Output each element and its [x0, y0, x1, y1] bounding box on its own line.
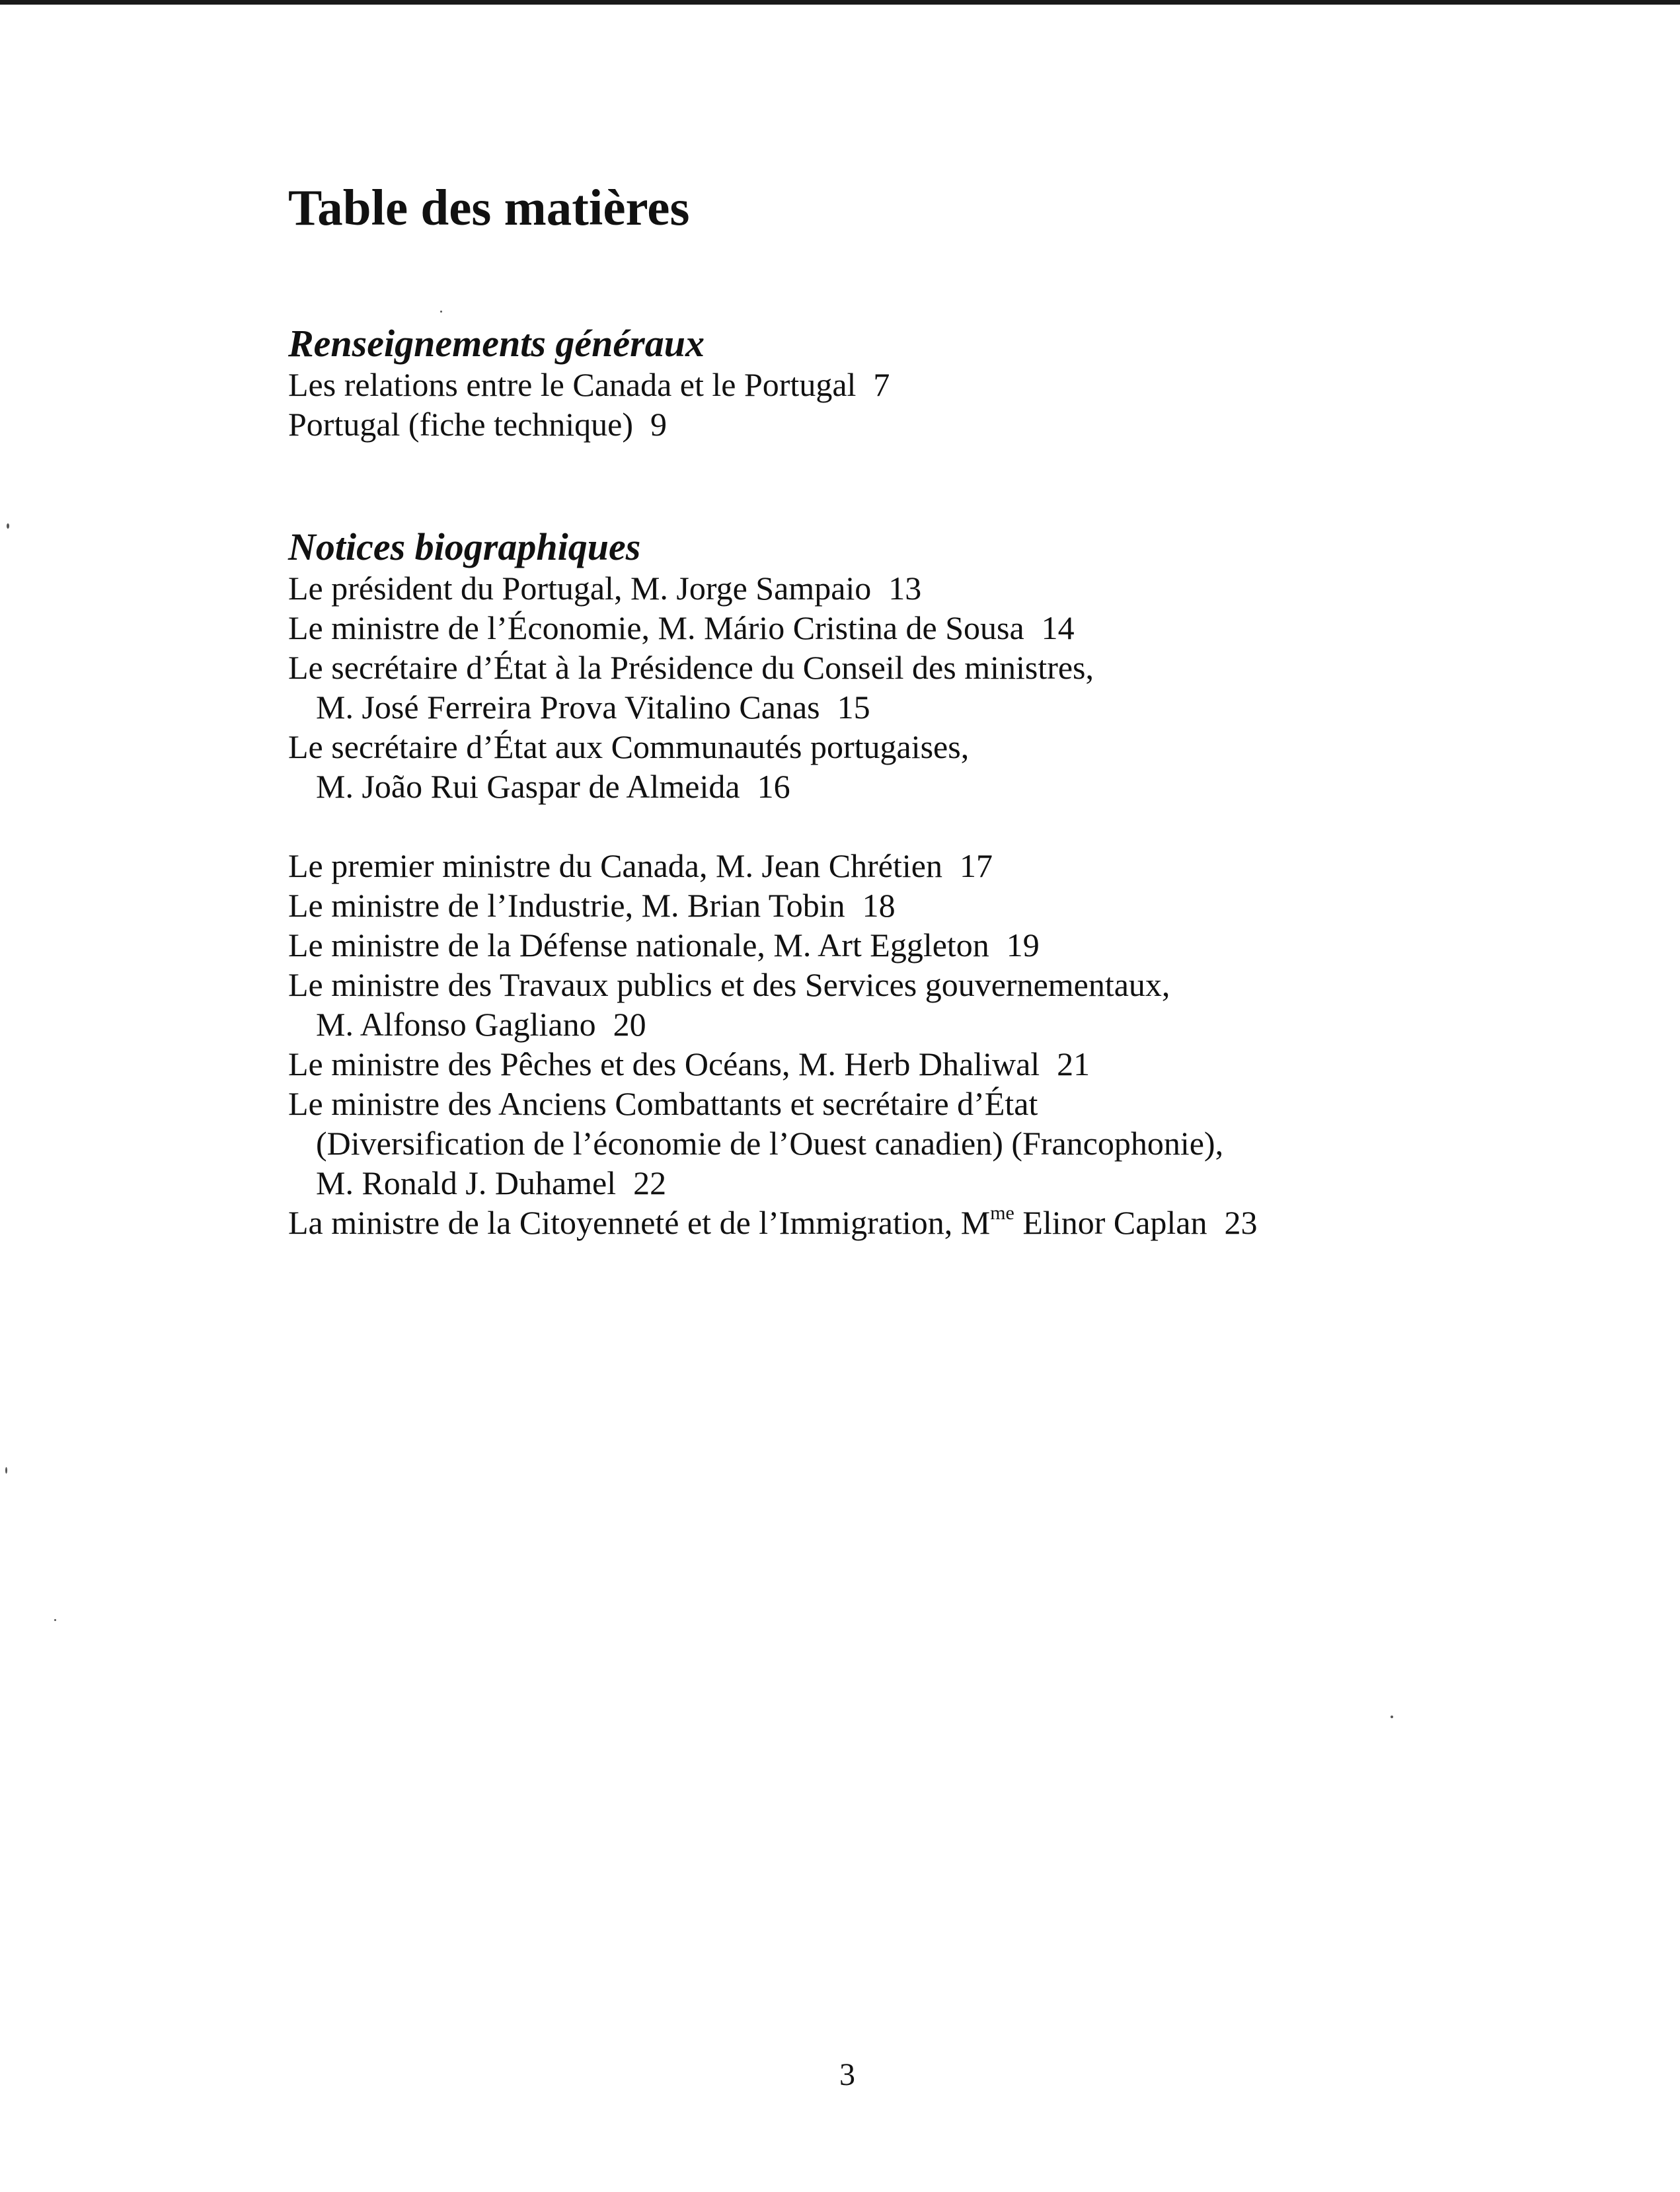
toc-page-number: 21 — [1057, 1045, 1090, 1082]
section-heading: Notices biographiques — [288, 525, 641, 568]
toc-entry-text: Le premier ministre du Canada, M. Jean Chrétien — [288, 847, 942, 884]
toc-entry[interactable] — [288, 886, 1257, 925]
scan-speck — [54, 1619, 56, 1621]
toc-entry-text: Elinor Caplan — [1014, 1204, 1207, 1241]
toc-page-number: 17 — [959, 847, 993, 884]
toc-entry[interactable] — [288, 568, 1094, 608]
toc-page-number: 14 — [1041, 609, 1075, 646]
toc-entry-text: Les relations entre le Canada et le Portugal — [288, 366, 857, 403]
toc-entry-continuation: (Diversification de l’économie de l’Ouest canadien) (Francophonie), — [316, 1125, 1224, 1162]
toc-page-number: 20 — [613, 1006, 646, 1043]
toc-page-number: 19 — [1006, 926, 1040, 964]
toc-entry-text: M. Ronald J. Duhamel — [316, 1164, 617, 1201]
toc-entry[interactable] — [288, 365, 890, 404]
toc-entry-continuation — [288, 1004, 1257, 1044]
toc-page-number: 13 — [888, 570, 922, 607]
toc-entry-text: Le ministre des Pêches et des Océans, M. Herb Dhaliwal — [288, 1045, 1040, 1082]
section-biographies — [288, 526, 1094, 806]
toc-entry-continuation — [288, 1163, 1257, 1203]
toc-entry-text: Le ministre de l’Économie, M. Mário Cristina de Sousa — [288, 609, 1024, 646]
toc-page-number: 23 — [1224, 1204, 1258, 1241]
section-heading: Renseignements généraux — [288, 322, 705, 365]
toc-entry-text: Le secrétaire d’État aux Communautés portugaises, — [288, 728, 970, 765]
toc-page-number: 22 — [633, 1164, 667, 1201]
toc-entry-continuation — [288, 767, 1094, 806]
toc-page-number: 15 — [837, 689, 870, 726]
section-general-info — [288, 322, 890, 444]
toc-entry-text: M. Alfonso Gagliano — [316, 1006, 596, 1043]
toc-entry[interactable] — [288, 608, 1094, 648]
toc-entry-text: M. João Rui Gaspar de Almeida — [316, 768, 740, 805]
scan-speck — [7, 523, 9, 529]
toc-entry[interactable] — [288, 965, 1257, 1044]
toc-entry-text: Le ministre des Anciens Combattants et secrétaire d’État — [288, 1085, 1038, 1122]
toc-entry-text: Le ministre des Travaux publics et des Services gouvernementaux, — [288, 966, 1170, 1003]
toc-page-number: 18 — [862, 887, 896, 924]
toc-page-number: 9 — [650, 406, 668, 443]
toc-entry-text: Portugal (fiche technique) — [288, 406, 634, 443]
toc-entry[interactable] — [288, 1084, 1257, 1203]
toc-entry-continuation — [288, 687, 1094, 727]
scan-speck — [440, 311, 442, 313]
toc-list — [288, 365, 890, 444]
toc-entry-text: Le président du Portugal, M. Jorge Sampaio — [288, 570, 872, 607]
toc-entry-text: Le ministre de l’Industrie, M. Brian Tobin — [288, 887, 845, 924]
toc-list — [288, 846, 1257, 1242]
toc-entry[interactable] — [288, 925, 1257, 965]
toc-entry-text: La ministre de la Citoyenneté et de l’Immigration, M — [288, 1204, 991, 1241]
toc-page-number: 7 — [873, 366, 890, 403]
toc-entry-superscript: me — [990, 1202, 1014, 1224]
toc-entry-text: Le ministre de la Défense nationale, M. Art Eggleton — [288, 926, 989, 964]
toc-entry-text: M. José Ferreira Prova Vitalino Canas — [316, 689, 820, 726]
page-number: 3 — [839, 2057, 855, 2092]
toc-entry[interactable] — [288, 648, 1094, 727]
toc-entry-text: Le secrétaire d’État à la Présidence du Conseil des ministres, — [288, 649, 1094, 686]
toc-list — [288, 568, 1094, 806]
toc-entry[interactable] — [288, 846, 1257, 886]
page-title: Table des matières — [288, 179, 690, 236]
scan-speck — [1391, 1716, 1393, 1718]
toc-entry[interactable] — [288, 1044, 1257, 1084]
section-canadian-officials — [288, 846, 1257, 1242]
top-border-rule — [0, 0, 1680, 5]
toc-page-number: 16 — [757, 768, 790, 805]
scan-speck — [5, 1467, 7, 1474]
toc-entry[interactable] — [288, 404, 890, 444]
toc-entry[interactable] — [288, 727, 1094, 806]
toc-entry[interactable] — [288, 1203, 1257, 1242]
